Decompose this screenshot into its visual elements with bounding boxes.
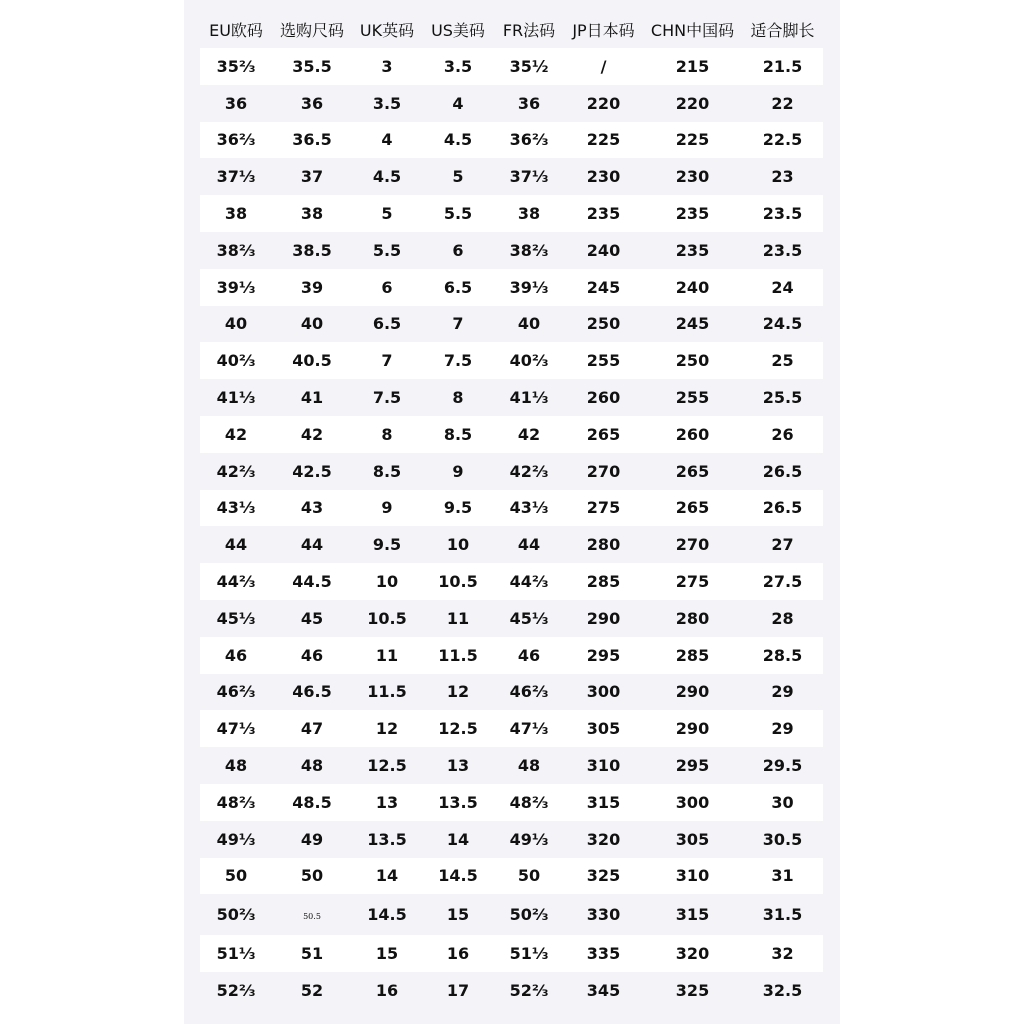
cell-chn-size: 235 [643, 195, 742, 232]
cell-foot-length: 23.5 [742, 232, 823, 269]
cell-uk-size: 10 [352, 563, 422, 600]
cell-us-size: 4.5 [422, 122, 494, 159]
cell-chn-size: 250 [643, 342, 742, 379]
cell-chn-size: 265 [643, 453, 742, 490]
cell-eu-size: 38 [200, 195, 272, 232]
table-row [200, 48, 823, 85]
cell-chn-size: 220 [643, 85, 742, 122]
cell-foot-length: 28 [742, 600, 823, 637]
cell-us-size: 12.5 [422, 710, 494, 747]
cell-us-size: 9.5 [422, 490, 494, 527]
table-row [200, 342, 823, 379]
cell-purchase-size: 46.5 [272, 674, 352, 711]
cell-us-size: 13.5 [422, 784, 494, 821]
cell-purchase-size: 44 [272, 526, 352, 563]
cell-fr-size: 51⅓ [494, 935, 564, 972]
cell-foot-length: 29 [742, 674, 823, 711]
cell-chn-size: 325 [643, 972, 742, 1009]
cell-jp-size: 305 [564, 710, 643, 747]
cell-us-size: 7.5 [422, 342, 494, 379]
cell-jp-size: 290 [564, 600, 643, 637]
header-us-size: US美码 [431, 20, 485, 40]
header-fr-size: FR法码 [502, 20, 556, 40]
cell-chn-size: 270 [643, 526, 742, 563]
cell-us-size: 14 [422, 821, 494, 858]
table-row [200, 158, 823, 195]
cell-purchase-size: 40 [272, 306, 352, 343]
cell-purchase-size: 40.5 [272, 342, 352, 379]
cell-chn-size: 315 [643, 894, 742, 935]
cell-us-size: 10.5 [422, 563, 494, 600]
cell-eu-size: 46 [200, 637, 272, 674]
cell-fr-size: 45⅓ [494, 600, 564, 637]
cell-us-size: 17 [422, 972, 494, 1009]
cell-fr-size: 39⅓ [494, 269, 564, 306]
cell-chn-size: 305 [643, 821, 742, 858]
cell-us-size: 16 [422, 935, 494, 972]
table-row [200, 935, 823, 972]
cell-fr-size: 47⅓ [494, 710, 564, 747]
header-uk-size: UK英码 [359, 20, 415, 40]
cell-eu-size: 38⅔ [200, 232, 272, 269]
cell-uk-size: 12.5 [352, 747, 422, 784]
table-row [200, 453, 823, 490]
cell-eu-size: 42⅔ [200, 453, 272, 490]
size-conversion-table [200, 10, 823, 1009]
cell-purchase-size: 37 [272, 158, 352, 195]
cell-fr-size: 41⅓ [494, 379, 564, 416]
cell-us-size: 11.5 [422, 637, 494, 674]
cell-fr-size: 35½ [494, 48, 564, 85]
cell-purchase-size: 49 [272, 821, 352, 858]
table-row [200, 122, 823, 159]
header-purchase-size: 选购尺码 [279, 20, 344, 40]
cell-uk-size: 4 [352, 122, 422, 159]
cell-eu-size: 42 [200, 416, 272, 453]
table-row [200, 710, 823, 747]
cell-purchase-size: 44.5 [272, 563, 352, 600]
table-row [200, 972, 823, 1009]
cell-eu-size: 48⅔ [200, 784, 272, 821]
cell-fr-size: 43⅓ [494, 490, 564, 527]
cell-eu-size: 36⅔ [200, 122, 272, 159]
cell-uk-size: 7 [352, 342, 422, 379]
header-jp-size: JP日本码 [572, 20, 635, 40]
cell-eu-size: 49⅓ [200, 821, 272, 858]
cell-purchase-size: 38.5 [272, 232, 352, 269]
cell-jp-size: 280 [564, 526, 643, 563]
cell-uk-size: 8 [352, 416, 422, 453]
cell-jp-size: 265 [564, 416, 643, 453]
cell-eu-size: 50⅔ [200, 894, 272, 935]
cell-jp-size: 300 [564, 674, 643, 711]
cell-eu-size: 44 [200, 526, 272, 563]
cell-jp-size: 240 [564, 232, 643, 269]
table-row [200, 269, 823, 306]
header-chn-size: CHN中国码 [650, 20, 735, 40]
cell-jp-size: 260 [564, 379, 643, 416]
cell-foot-length: 25.5 [742, 379, 823, 416]
cell-uk-size: 10.5 [352, 600, 422, 637]
cell-jp-size: 345 [564, 972, 643, 1009]
cell-eu-size: 39⅓ [200, 269, 272, 306]
cell-chn-size: 300 [643, 784, 742, 821]
cell-chn-size: 265 [643, 490, 742, 527]
cell-jp-size: 225 [564, 122, 643, 159]
cell-chn-size: 215 [643, 48, 742, 85]
cell-foot-length: 28.5 [742, 637, 823, 674]
table-body [200, 48, 823, 1009]
cell-purchase-size: 36.5 [272, 122, 352, 159]
table-header [200, 10, 823, 48]
cell-chn-size: 295 [643, 747, 742, 784]
cell-uk-size: 13 [352, 784, 422, 821]
cell-fr-size: 36⅔ [494, 122, 564, 159]
cell-purchase-size: 48.5 [272, 784, 352, 821]
cell-purchase-size: 36 [272, 85, 352, 122]
table-row [200, 747, 823, 784]
cell-us-size: 5.5 [422, 195, 494, 232]
cell-eu-size: 43⅓ [200, 490, 272, 527]
cell-us-size: 13 [422, 747, 494, 784]
cell-jp-size: 310 [564, 747, 643, 784]
cell-fr-size: 36 [494, 85, 564, 122]
cell-us-size: 8 [422, 379, 494, 416]
table-row [200, 306, 823, 343]
cell-fr-size: 50 [494, 858, 564, 895]
cell-eu-size: 37⅓ [200, 158, 272, 195]
cell-purchase-size: 41 [272, 379, 352, 416]
cell-purchase-size: 45 [272, 600, 352, 637]
cell-chn-size: 320 [643, 935, 742, 972]
cell-foot-length: 25 [742, 342, 823, 379]
cell-uk-size: 3.5 [352, 85, 422, 122]
cell-fr-size: 48 [494, 747, 564, 784]
table-row [200, 85, 823, 122]
cell-uk-size: 8.5 [352, 453, 422, 490]
table-row [200, 858, 823, 895]
cell-jp-size: 330 [564, 894, 643, 935]
cell-us-size: 4 [422, 85, 494, 122]
cell-eu-size: 52⅔ [200, 972, 272, 1009]
cell-foot-length: 24.5 [742, 306, 823, 343]
table-row [200, 195, 823, 232]
cell-purchase-size: 52 [272, 972, 352, 1009]
cell-jp-size: / [564, 48, 643, 85]
cell-purchase-size: 50.5 [272, 894, 352, 935]
cell-jp-size: 230 [564, 158, 643, 195]
cell-eu-size: 48 [200, 747, 272, 784]
cell-fr-size: 40 [494, 306, 564, 343]
cell-uk-size: 9.5 [352, 526, 422, 563]
cell-chn-size: 255 [643, 379, 742, 416]
cell-fr-size: 44⅔ [494, 563, 564, 600]
cell-jp-size: 335 [564, 935, 643, 972]
header-row [200, 10, 823, 48]
cell-us-size: 8.5 [422, 416, 494, 453]
cell-purchase-size: 38 [272, 195, 352, 232]
cell-uk-size: 7.5 [352, 379, 422, 416]
cell-uk-size: 9 [352, 490, 422, 527]
cell-eu-size: 47⅓ [200, 710, 272, 747]
cell-chn-size: 310 [643, 858, 742, 895]
cell-eu-size: 45⅓ [200, 600, 272, 637]
cell-chn-size: 235 [643, 232, 742, 269]
cell-us-size: 10 [422, 526, 494, 563]
cell-jp-size: 285 [564, 563, 643, 600]
cell-chn-size: 280 [643, 600, 742, 637]
cell-eu-size: 44⅔ [200, 563, 272, 600]
cell-jp-size: 325 [564, 858, 643, 895]
cell-chn-size: 290 [643, 674, 742, 711]
cell-jp-size: 235 [564, 195, 643, 232]
cell-purchase-size: 46 [272, 637, 352, 674]
cell-us-size: 9 [422, 453, 494, 490]
cell-foot-length: 26.5 [742, 490, 823, 527]
cell-foot-length: 31 [742, 858, 823, 895]
cell-purchase-size: 50 [272, 858, 352, 895]
table-row [200, 563, 823, 600]
cell-jp-size: 320 [564, 821, 643, 858]
cell-uk-size: 11.5 [352, 674, 422, 711]
cell-fr-size: 48⅔ [494, 784, 564, 821]
cell-eu-size: 40 [200, 306, 272, 343]
cell-foot-length: 26.5 [742, 453, 823, 490]
cell-uk-size: 4.5 [352, 158, 422, 195]
cell-uk-size: 14 [352, 858, 422, 895]
cell-eu-size: 36 [200, 85, 272, 122]
table-row [200, 232, 823, 269]
cell-fr-size: 42 [494, 416, 564, 453]
cell-purchase-size: 35.5 [272, 48, 352, 85]
cell-jp-size: 270 [564, 453, 643, 490]
cell-purchase-size: 48 [272, 747, 352, 784]
table-row [200, 784, 823, 821]
cell-uk-size: 15 [352, 935, 422, 972]
cell-foot-length: 22.5 [742, 122, 823, 159]
cell-chn-size: 230 [643, 158, 742, 195]
cell-uk-size: 5 [352, 195, 422, 232]
cell-foot-length: 23.5 [742, 195, 823, 232]
table-row [200, 379, 823, 416]
cell-jp-size: 255 [564, 342, 643, 379]
cell-jp-size: 250 [564, 306, 643, 343]
cell-eu-size: 51⅓ [200, 935, 272, 972]
cell-fr-size: 46⅔ [494, 674, 564, 711]
cell-eu-size: 50 [200, 858, 272, 895]
cell-foot-length: 31.5 [742, 894, 823, 935]
cell-uk-size: 12 [352, 710, 422, 747]
cell-foot-length: 27 [742, 526, 823, 563]
cell-foot-length: 32 [742, 935, 823, 972]
cell-us-size: 6 [422, 232, 494, 269]
header-eu-size: EU欧码 [209, 20, 263, 40]
cell-uk-size: 16 [352, 972, 422, 1009]
cell-us-size: 14.5 [422, 858, 494, 895]
table-row [200, 526, 823, 563]
cell-uk-size: 6.5 [352, 306, 422, 343]
cell-purchase-size: 43 [272, 490, 352, 527]
cell-fr-size: 49⅓ [494, 821, 564, 858]
cell-foot-length: 26 [742, 416, 823, 453]
cell-fr-size: 37⅓ [494, 158, 564, 195]
table-row [200, 600, 823, 637]
cell-fr-size: 52⅔ [494, 972, 564, 1009]
cell-jp-size: 315 [564, 784, 643, 821]
cell-chn-size: 285 [643, 637, 742, 674]
cell-purchase-size: 51 [272, 935, 352, 972]
cell-chn-size: 245 [643, 306, 742, 343]
cell-fr-size: 44 [494, 526, 564, 563]
cell-chn-size: 260 [643, 416, 742, 453]
cell-foot-length: 22 [742, 85, 823, 122]
cell-foot-length: 30.5 [742, 821, 823, 858]
cell-chn-size: 290 [643, 710, 742, 747]
cell-fr-size: 50⅔ [494, 894, 564, 935]
cell-jp-size: 295 [564, 637, 643, 674]
cell-jp-size: 245 [564, 269, 643, 306]
cell-purchase-size: 42 [272, 416, 352, 453]
cell-foot-length: 29.5 [742, 747, 823, 784]
cell-foot-length: 27.5 [742, 563, 823, 600]
table-row [200, 821, 823, 858]
cell-uk-size: 3 [352, 48, 422, 85]
cell-us-size: 3.5 [422, 48, 494, 85]
table-row [200, 894, 823, 935]
cell-fr-size: 42⅔ [494, 453, 564, 490]
table-row [200, 674, 823, 711]
cell-foot-length: 29 [742, 710, 823, 747]
cell-us-size: 11 [422, 600, 494, 637]
cell-fr-size: 38 [494, 195, 564, 232]
cell-eu-size: 40⅔ [200, 342, 272, 379]
table-row [200, 637, 823, 674]
cell-fr-size: 46 [494, 637, 564, 674]
cell-purchase-size: 39 [272, 269, 352, 306]
cell-uk-size: 6 [352, 269, 422, 306]
cell-jp-size: 220 [564, 85, 643, 122]
cell-us-size: 6.5 [422, 269, 494, 306]
cell-uk-size: 13.5 [352, 821, 422, 858]
cell-chn-size: 240 [643, 269, 742, 306]
cell-purchase-size: 47 [272, 710, 352, 747]
cell-purchase-size: 42.5 [272, 453, 352, 490]
table-row [200, 416, 823, 453]
cell-foot-length: 32.5 [742, 972, 823, 1009]
cell-foot-length: 21.5 [742, 48, 823, 85]
cell-jp-size: 275 [564, 490, 643, 527]
header-foot-length: 适合脚长 [750, 20, 815, 40]
cell-us-size: 5 [422, 158, 494, 195]
cell-foot-length: 30 [742, 784, 823, 821]
cell-chn-size: 275 [643, 563, 742, 600]
cell-eu-size: 46⅔ [200, 674, 272, 711]
cell-fr-size: 40⅔ [494, 342, 564, 379]
cell-us-size: 12 [422, 674, 494, 711]
cell-us-size: 15 [422, 894, 494, 935]
cell-uk-size: 5.5 [352, 232, 422, 269]
cell-chn-size: 225 [643, 122, 742, 159]
cell-foot-length: 24 [742, 269, 823, 306]
cell-us-size: 7 [422, 306, 494, 343]
cell-uk-size: 14.5 [352, 894, 422, 935]
cell-eu-size: 35⅔ [200, 48, 272, 85]
table-row [200, 490, 823, 527]
cell-uk-size: 11 [352, 637, 422, 674]
cell-fr-size: 38⅔ [494, 232, 564, 269]
cell-foot-length: 23 [742, 158, 823, 195]
cell-eu-size: 41⅓ [200, 379, 272, 416]
